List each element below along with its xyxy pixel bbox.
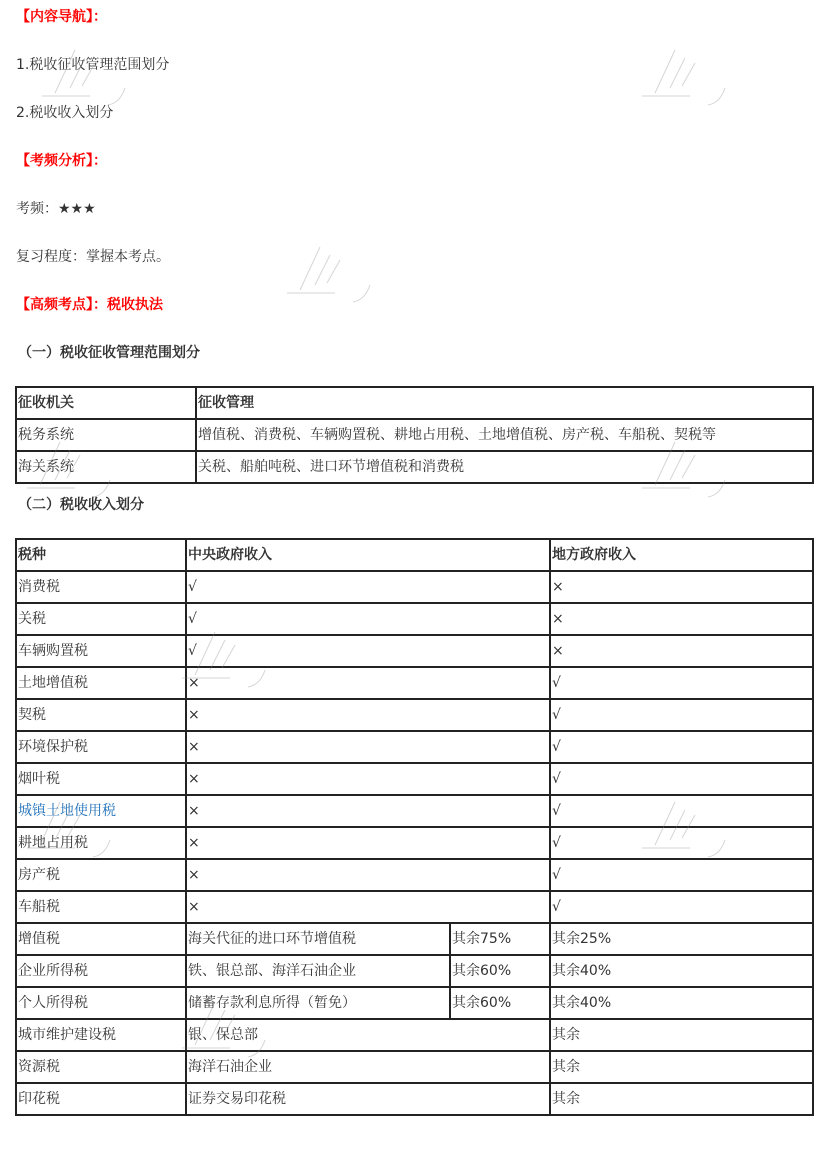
- central-cell: ×: [186, 699, 550, 731]
- central-cell: 海洋石油企业: [186, 1051, 550, 1083]
- tax-name-cell: 城市维护建设税: [16, 1019, 186, 1051]
- tax-name-cell: 契税: [16, 699, 186, 731]
- header-cell: 税种: [16, 539, 186, 571]
- watermark-icon: [640, 48, 730, 108]
- table-row: [16, 763, 813, 795]
- table-row: [16, 603, 813, 635]
- table-row: [16, 923, 813, 955]
- local-cell: √: [550, 667, 813, 699]
- central-cell: ×: [186, 731, 550, 763]
- table-row: [16, 667, 813, 699]
- tax-name-cell: 消费税: [16, 571, 186, 603]
- local-cell: √: [550, 827, 813, 859]
- table-row: [16, 827, 813, 859]
- table-row: [16, 987, 813, 1019]
- content-nav-heading: 【内容导航】：: [16, 9, 107, 25]
- tax-name-cell: 环境保护税: [16, 731, 186, 763]
- table-cell: 海关系统: [16, 451, 196, 483]
- tax-name-cell: 企业所得税: [16, 955, 186, 987]
- central-cell: ×: [186, 859, 550, 891]
- watermark-icon: [285, 245, 375, 305]
- nav-item-1: 1.税收征收管理范围划分: [16, 57, 170, 73]
- local-cell: 其余: [550, 1051, 813, 1083]
- frequency-rating: 考频：★★★: [16, 201, 96, 217]
- local-cell: √: [550, 763, 813, 795]
- tax-name-cell: 个人所得税: [16, 987, 186, 1019]
- table-header-row: [16, 539, 813, 571]
- tax-name-cell: 烟叶税: [16, 763, 186, 795]
- central-cell: ×: [186, 891, 550, 923]
- table-row: [16, 451, 813, 483]
- hot-topic-heading: 【高频考点】：税收执法: [16, 297, 163, 313]
- table-row: [16, 891, 813, 923]
- tax-name-cell: 耕地占用税: [16, 827, 186, 859]
- section-2-title: （二）税收收入划分: [18, 497, 144, 513]
- nav-item-2: 2.税收收入划分: [16, 105, 114, 121]
- table-row: [16, 795, 813, 827]
- header-cell: 地方政府收入: [550, 539, 813, 571]
- collection-scope-table: [15, 386, 814, 484]
- revenue-division-table: [15, 538, 814, 1116]
- central-cell: √: [186, 603, 550, 635]
- local-cell: 其余: [550, 1083, 813, 1115]
- local-cell: √: [550, 859, 813, 891]
- local-share-cell: 其余25%: [550, 923, 813, 955]
- tax-name-cell: 土地增值税: [16, 667, 186, 699]
- table-row: [16, 699, 813, 731]
- table-row: [16, 635, 813, 667]
- central-share-cell: 其余60%: [450, 987, 550, 1019]
- local-share-cell: 其余40%: [550, 987, 813, 1019]
- header-cell: 中央政府收入: [186, 539, 550, 571]
- central-share-cell: 其余60%: [450, 955, 550, 987]
- table-cell: 税务系统: [16, 419, 196, 451]
- local-cell: √: [550, 699, 813, 731]
- central-cell: 银、保总部: [186, 1019, 550, 1051]
- central-share-cell: 其余75%: [450, 923, 550, 955]
- tax-name-cell: 增值税: [16, 923, 186, 955]
- central-special-cell: 储蓄存款利息所得（暂免）: [186, 987, 450, 1019]
- tax-name-cell: 印花税: [16, 1083, 186, 1115]
- table-row: [16, 859, 813, 891]
- local-cell: √: [550, 891, 813, 923]
- header-cell: 征收管理: [196, 387, 813, 419]
- table-row: [16, 1051, 813, 1083]
- local-cell: ×: [550, 571, 813, 603]
- central-cell: 证券交易印花税: [186, 1083, 550, 1115]
- central-cell: √: [186, 635, 550, 667]
- table-cell: 关税、船舶吨税、进口环节增值税和消费税: [196, 451, 813, 483]
- local-cell: √: [550, 795, 813, 827]
- tax-name-cell: 车船税: [16, 891, 186, 923]
- local-share-cell: 其余40%: [550, 955, 813, 987]
- tax-name-cell: 房产税: [16, 859, 186, 891]
- table-row: [16, 955, 813, 987]
- table-row: [16, 1083, 813, 1115]
- central-cell: ×: [186, 827, 550, 859]
- tax-name-cell: 关税: [16, 603, 186, 635]
- table-row: [16, 419, 813, 451]
- table-row: [16, 731, 813, 763]
- section-1-title: （一）税收征收管理范围划分: [18, 345, 200, 361]
- review-level: 复习程度：掌握本考点。: [16, 249, 170, 265]
- urban-land-use-tax-link[interactable]: 城镇土地使用税: [16, 795, 186, 827]
- central-cell: ×: [186, 667, 550, 699]
- local-cell: ×: [550, 603, 813, 635]
- local-cell: ×: [550, 635, 813, 667]
- local-cell: 其余: [550, 1019, 813, 1051]
- table-header-row: [16, 387, 813, 419]
- tax-name-cell: 车辆购置税: [16, 635, 186, 667]
- central-cell: ×: [186, 795, 550, 827]
- frequency-analysis-heading: 【考频分析】：: [16, 153, 107, 169]
- central-special-cell: 海关代征的进口环节增值税: [186, 923, 450, 955]
- table-row: [16, 571, 813, 603]
- central-cell: ×: [186, 763, 550, 795]
- central-special-cell: 铁、银总部、海洋石油企业: [186, 955, 450, 987]
- table-row: [16, 1019, 813, 1051]
- local-cell: √: [550, 731, 813, 763]
- central-cell: √: [186, 571, 550, 603]
- tax-name-cell: 资源税: [16, 1051, 186, 1083]
- table-cell: 增值税、消费税、车辆购置税、耕地占用税、土地增值税、房产税、车船税、契税等: [196, 419, 813, 451]
- header-cell: 征收机关: [16, 387, 196, 419]
